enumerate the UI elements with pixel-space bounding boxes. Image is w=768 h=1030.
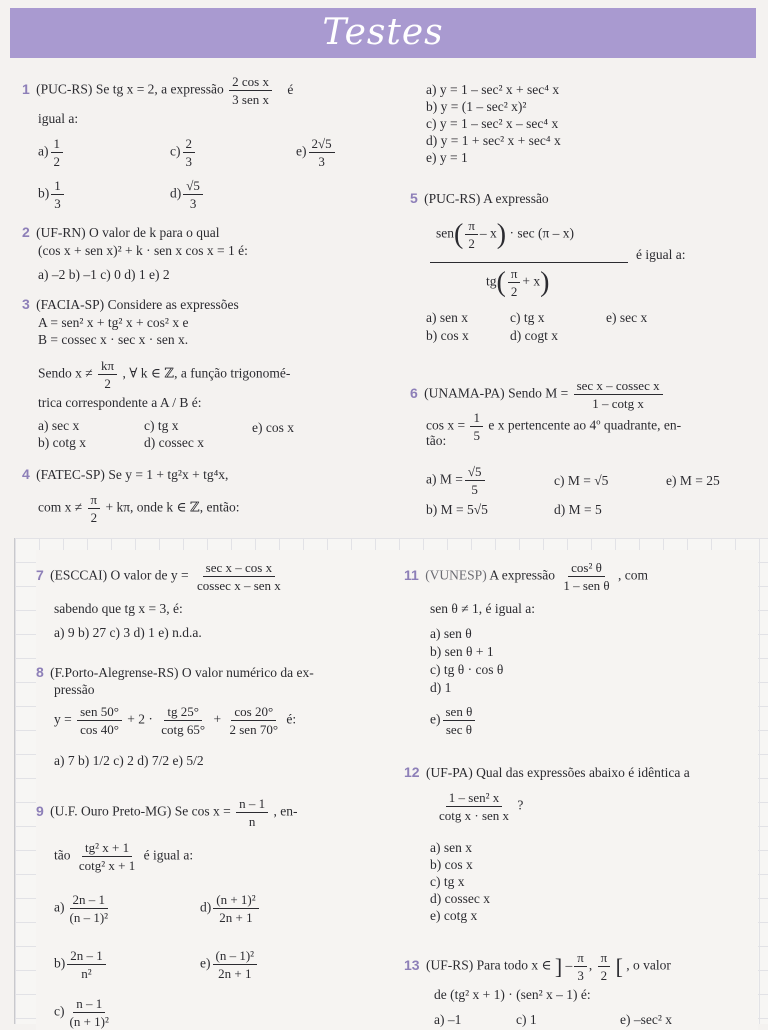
question-13: 13 (UF-RS) Para todo x ∈ ] – $\frac{\pi}{3}$ , $\frac{\pi}{2}$ [ , o valor xyxy=(404,950,671,983)
question-2 xyxy=(22,224,220,241)
option-b: b) $\frac{2n - 1}{\text{n²}}$ xyxy=(54,948,108,981)
question-source: (UF-PA) xyxy=(425,765,473,780)
question-text-tail: é xyxy=(287,81,294,97)
question-text: O valor de k para o qual xyxy=(89,225,220,240)
option-d: d) $\frac{√5}{3}$ xyxy=(170,178,205,211)
option-e: e) y = 1 xyxy=(426,150,468,165)
option-b: b) sen θ + 1 xyxy=(430,644,494,659)
question-text: pressão xyxy=(54,682,95,697)
option-c: c) tg x xyxy=(144,418,179,433)
expression-numerator: sen( $\frac{\pi}{2}$ – x) · sec (π – x) xyxy=(436,218,575,251)
question-6: 6 (UNAMA-PA) Sendo M = $\frac{\text{sec x – cossec x}}{\text{1 – cotg x}}$ xyxy=(410,378,665,411)
option-d: d) M = 5 xyxy=(554,502,602,517)
option-d: d) $\frac{\text{(n + 1)²}}{2n + 1}$ xyxy=(200,892,261,925)
option-e: e) cotg x xyxy=(430,908,478,923)
option-c: c) $\frac{2}{3}$ xyxy=(170,136,197,169)
question-4 xyxy=(22,466,228,483)
expression: y = $\frac{\text{sen 50°}}{\cos 40^\circ}$ + 2 · $\frac{tg 25^\circ}{\cot g 65^\circ}$ + $\frac{\cos 20^\circ}{\text{2 sen 70°}}$ é: xyxy=(54,704,297,737)
option-c: c) tg x xyxy=(430,874,465,889)
question-text: Se tg x = 2, a expressão xyxy=(95,81,224,97)
question-1 xyxy=(22,74,293,107)
question-source: (UNAMA-PA) xyxy=(424,385,505,401)
question-source: (VUNESP) xyxy=(425,567,487,583)
page-header xyxy=(10,8,756,58)
option-e: e) M = 25 xyxy=(666,473,720,488)
question-text: Se y = 1 + tg²x + tg⁴x, xyxy=(108,467,229,482)
option-d: d) cossec x xyxy=(430,891,490,906)
question-number: 11 xyxy=(404,566,419,583)
option-b: b) y = (1 – sec² x)² xyxy=(426,99,527,114)
options-row: a) 7 b) 1/2 c) 2 d) 7/2 e) 5/2 xyxy=(54,753,204,768)
option-a: a) sec x xyxy=(38,418,80,433)
option-c: c) $\frac{n - 1}{\text{(n + 1)²}}$ xyxy=(54,996,109,1029)
option-d: d) cossec x xyxy=(144,435,204,450)
expression-b: B = cossec x · sec x · sen x. xyxy=(38,332,189,347)
question-text: O valor de y = xyxy=(110,567,189,583)
question-text: sen θ ≠ 1, é igual a: xyxy=(430,601,535,616)
option-c: c) 1 xyxy=(516,1012,537,1027)
option-e: e) cos x xyxy=(252,420,294,435)
option-b: b) $\frac{1}{3}$ xyxy=(38,178,66,211)
question-source: (FATEC-SP) xyxy=(36,467,105,482)
expression: $\frac{\text{1 – sen² x}}{\text{cotg x · sen x}}$ ? xyxy=(439,790,524,823)
question-11: 11 (VUNESP) A expressão $\frac{\text{cos² θ}}{\text{1 – sen θ}}$ , com xyxy=(404,560,649,593)
question-source: (U.F. Ouro Preto-MG) xyxy=(50,803,172,819)
question-3 xyxy=(22,296,239,313)
question-number: 4 xyxy=(22,466,30,482)
question-number: 7 xyxy=(36,566,44,583)
option-b: b) cos x xyxy=(426,328,469,343)
question-number: 9 xyxy=(36,802,44,819)
question-text: Sendo x ≠ $\frac{k\pi}{2}$ , ∀ k ∈ ℤ, a função trigonomé- xyxy=(38,358,291,391)
options-row: a) 9 b) 27 c) 3 d) 1 e) n.d.a. xyxy=(54,625,202,640)
question-number: 3 xyxy=(22,296,30,312)
question-text: Para todo x ∈ xyxy=(476,957,552,973)
option-e: e) $\frac{2√5}{3}$ xyxy=(296,136,337,169)
question-number: 5 xyxy=(410,190,418,206)
question-text: Se cos x = xyxy=(174,803,231,819)
question-source: (UF-RS) xyxy=(425,957,474,973)
question-5 xyxy=(410,190,549,207)
question-7: 7 (ESCCAI) O valor de y = $\frac{\text{sec x – cos x}}{\text{cossec x – sen x}}$ xyxy=(36,560,281,593)
question-text: Qual das expressões abaixo é idêntica a xyxy=(476,765,690,780)
question-number: 6 xyxy=(410,384,418,401)
option-e: e) –sec² x xyxy=(620,1012,673,1027)
question-source: (PUC-RS) xyxy=(424,191,481,206)
fraction-bar xyxy=(430,262,628,263)
question-text: A expressão xyxy=(489,567,555,583)
question-text: trica correspondente a A / B é: xyxy=(38,395,202,410)
fraction: $\frac{\text{2 cos x}}{\text{3 sen x}}$ xyxy=(229,74,272,107)
option-c: c) tg θ · cos θ xyxy=(430,662,504,677)
question-text: tão $\frac{\text{tg² x + 1}}{\text{cotg² x + 1}}$ é igual a: xyxy=(54,840,194,873)
expression-a: A = sen² x + tg² x + cos² x e xyxy=(38,315,189,330)
option-e: e) $\frac{\text{sen θ}}{\text{sec θ}}$ xyxy=(430,704,477,737)
question-source: (UF-RN) xyxy=(36,225,86,240)
question-source: (ESCCAI) xyxy=(50,567,108,583)
option-c: c) y = 1 – sec² x – sec⁴ x xyxy=(426,116,559,131)
option-c: c) tg x xyxy=(510,310,545,325)
question-12 xyxy=(404,764,690,781)
question-text: sabendo que tg x = 3, é: xyxy=(54,601,183,616)
question-8 xyxy=(36,664,314,681)
question-text: O valor numérico da ex- xyxy=(181,665,314,680)
option-b: b) M = 5√5 xyxy=(426,502,488,517)
option-b: b) cos x xyxy=(430,857,473,872)
option-a: a) sen x xyxy=(426,310,468,325)
question-text: Sendo M = xyxy=(508,385,569,401)
option-a: a) sen x xyxy=(430,840,472,855)
option-c: c) M = √5 xyxy=(554,473,609,488)
option-a: a) $\frac{2n - 1}{\text{(n – 1)²}}$ xyxy=(54,892,109,925)
option-d: d) cogt x xyxy=(510,328,558,343)
option-a: a) y = 1 – sec² x + sec⁴ x xyxy=(426,82,560,97)
question-text: Considere as expressões xyxy=(107,297,239,312)
question-number: 1 xyxy=(22,80,30,97)
option-a: a) $\frac{1}{2}$ xyxy=(38,136,65,169)
question-9: 9 (U.F. Ouro Preto-MG) Se cos x = $\frac{n - 1}{n}$ , en- xyxy=(36,796,298,829)
option-b: b) cotg x xyxy=(38,435,86,450)
question-source: (PUC-RS) xyxy=(36,81,93,97)
question-number: 8 xyxy=(36,664,44,680)
option-e: e) sec x xyxy=(606,310,648,325)
option-e: e) $\frac{\text{(n – 1)²}}{2n + 1}$ xyxy=(200,948,259,981)
option-d: d) y = 1 + sec² x + sec⁴ x xyxy=(426,133,561,148)
question-text: igual a: xyxy=(38,111,79,126)
question-text: A expressão xyxy=(483,191,549,206)
question-source: (FACIA-SP) xyxy=(36,297,105,312)
question-text: cos x = $\frac{1}{5}$ e x pertencente ao 4º quadrante, en- xyxy=(426,410,682,443)
question-number: 12 xyxy=(404,764,420,780)
option-a: a) sen θ xyxy=(430,626,472,641)
question-source: (F.Porto-Alegrense-RS) xyxy=(50,665,179,680)
option-a: a) M = $\frac{√5}{5}$ xyxy=(426,464,487,497)
options-row: a) –2 b) –1 c) 0 d) 1 e) 2 xyxy=(38,267,170,282)
option-d: d) 1 xyxy=(430,680,452,695)
page-title: Testes xyxy=(322,12,444,53)
question-text: de (tg² x + 1) · (sen² x – 1) é: xyxy=(434,987,591,1002)
question-number: 13 xyxy=(404,956,420,973)
question-text: (cos x + sen x)² + k · sen x cos x = 1 é: xyxy=(38,243,248,258)
option-a: a) –1 xyxy=(434,1012,462,1027)
expression-denominator: tg( $\frac{\pi}{2}$ + x) xyxy=(486,266,550,299)
question-number: 2 xyxy=(22,224,30,240)
question-text: tão: xyxy=(426,433,447,448)
question-text-tail: é igual a: xyxy=(636,247,686,262)
question-text: com x ≠ $\frac{\pi}{2}$ + kπ, onde k ∈ ℤ, então: xyxy=(38,492,240,525)
